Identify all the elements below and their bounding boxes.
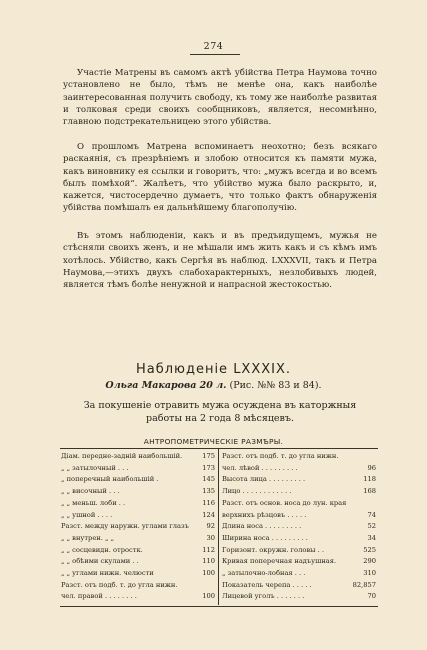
table-row [61, 545, 215, 556]
table-row [222, 510, 376, 521]
measurement-label: чел. лѣвой . . . . . . . . . [222, 463, 298, 472]
measurement-label: „ „ меньш. лоби . . [61, 498, 126, 507]
measurement-label: „ „ углами нижн. челюсти [61, 569, 154, 577]
measurement-value: 92 [206, 522, 215, 531]
table-row [61, 591, 215, 602]
measurement-value: 112 [202, 545, 215, 554]
table-row [222, 498, 376, 509]
measurement-value: 525 [363, 545, 376, 554]
measurement-label: Показатель черепа . . . . . [222, 580, 312, 589]
measurement-value: 168 [363, 487, 376, 496]
measurement-value: 175 [202, 452, 215, 460]
measurement-label: „ поперечный наибольшiй . [61, 475, 159, 484]
measurement-label: „ „ височный . . . [61, 487, 120, 496]
observation-title: Наблюденiе LXXXIX. [135, 362, 292, 377]
table-row [61, 533, 215, 544]
table-row [222, 474, 376, 485]
subject-name: Ольга Макарова 20 л. [105, 380, 227, 391]
table-row [222, 545, 376, 556]
measurement-label: Лицевой уголъ . . . . . . . [222, 592, 305, 601]
table-row [222, 556, 376, 567]
measurement-value: 310 [363, 569, 376, 577]
table-row [222, 568, 376, 579]
measurement-value: 74 [367, 510, 376, 519]
measurement-value: 124 [202, 510, 215, 519]
table-row [222, 591, 376, 602]
measurement-label: Горизонт. окружн. головы . . [222, 545, 324, 554]
measurement-label: „ „ обѣими скулами . . [61, 557, 139, 566]
paragraph-3: Въ этомъ наблюденiи, какъ и въ предъидущемъ, мужья не стѣсняли своихъ женъ, и не мѣшали имъ жить какъ и съ кѣмъ имъ хотѣлось. Убiйство, какъ Сергѣя въ наблюд. LXXXVII, такъ и Петра Наумова,—этихъ двухъ слабохарактерныхъ, незлобивыхъ людей, является тѣмъ болѣе ненужной и напрасной жестокостью. [63, 231, 377, 291]
paragraph-1: Участiе Матрены въ самомъ актѣ убiйства Петра Наумова точно установлено не было, тѣмъ не менѣе она, какъ наиболѣе заинтересованная получить свободу, къ тому же наиболѣе развитая и толковая среди своихъ сообщниковъ, является, несомнѣнно, главною подстрекательницею этого убiйства. [63, 68, 377, 128]
table-row [61, 568, 215, 579]
measurement-value: 82,857 [352, 580, 376, 589]
page-number-rule [190, 54, 240, 55]
table-row [61, 498, 215, 509]
measurement-label: Разст. отъ подб. т. до угла нижн. [222, 452, 339, 460]
measurement-label: „ затылочно-лобная . . . [222, 569, 306, 577]
table-row [61, 474, 215, 485]
measurement-value: 96 [367, 463, 376, 472]
measurement-label: Высота лица . . . . . . . . . [222, 475, 306, 484]
table-title: АНТРОПОМЕТРИЧЕСКIЕ РАЗМѢРЫ. [143, 437, 284, 446]
paragraph-2: О прошломъ Матрена вспоминаетъ неохотно; безъ всякаго раскаянiя, съ презрѣнiемъ и злобою относится къ памяти мужа, какъ виновнику ея ссылки и говоритъ, что: „мужъ всегда и во всемъ былъ помѣхой“. Жалѣетъ, что убiйство мужа было раскрыто, и, кажется, чистосердечно думаетъ, что только фактъ обнаруженiя убiйства помѣшалъ ея дальнѣйшему благополучiю. [63, 142, 377, 214]
table-row [61, 463, 215, 474]
measurement-value: 135 [202, 487, 215, 496]
figure-reference: (Рис. №№ 83 и 84). [229, 380, 322, 391]
table-row [61, 556, 215, 567]
table-row [222, 451, 376, 462]
table-row [61, 486, 215, 497]
measurement-value: 145 [202, 475, 215, 484]
measurement-value: 116 [202, 498, 215, 507]
measurement-label: Разст. между наружн. углами глазъ [61, 522, 189, 531]
measurement-label: Разст. отъ основ. носа до лун. края [222, 498, 347, 507]
table-row [222, 463, 376, 474]
measurement-value: 173 [202, 463, 215, 472]
measurement-label: Лицо . . . . . . . . . . . . [222, 487, 292, 496]
measurement-label: чел. правой . . . . . . . . [61, 592, 137, 601]
measurement-label: Ширина носа . . . . . . . . . [222, 533, 308, 542]
table-row [222, 486, 376, 497]
table-row [61, 580, 215, 591]
measurement-label: „ „ сосцевидн. отростк. [61, 545, 143, 554]
table-row [222, 533, 376, 544]
table-row [222, 521, 376, 532]
observation-subtitle [0, 380, 427, 391]
measurement-label: „ „ ушной . . . . [61, 510, 113, 519]
table-row [61, 451, 215, 462]
measurement-value: 100 [202, 592, 215, 601]
measurement-value: 70 [367, 592, 376, 601]
measurement-value: 118 [363, 475, 376, 484]
measurement-label: Разст. отъ подб. т. до угла нижн. [61, 580, 178, 589]
measurement-label: Дiам. передне-заднiй наибольшiй. [61, 452, 183, 460]
measurement-value: 52 [367, 522, 376, 531]
measurement-label: Длина носа . . . . . . . . . [222, 522, 302, 531]
measurement-value: 34 [367, 533, 376, 542]
sentence-text: За покушенiе отравить мужа осуждена въ каторжныя работы на 2 года 8 мѣсяцевъ. [83, 400, 357, 424]
table-row [61, 521, 215, 532]
page-number: 274 [203, 41, 224, 52]
measurement-value: 290 [363, 557, 376, 566]
table-column-divider [218, 448, 219, 605]
table-row [222, 580, 376, 591]
measurement-value: 30 [206, 533, 215, 542]
measurement-value: 110 [202, 557, 215, 566]
table-row [61, 510, 215, 521]
measurement-label: „ „ затылочный . . . [61, 463, 129, 472]
measurement-value: 100 [202, 569, 215, 577]
measurement-label: „ „ внутрен. „ „ [61, 533, 115, 542]
measurement-label: верхнихъ рѣзцовъ . . . . . [222, 510, 307, 519]
measurement-label: Кривая поперечная надъушная. [222, 557, 337, 566]
